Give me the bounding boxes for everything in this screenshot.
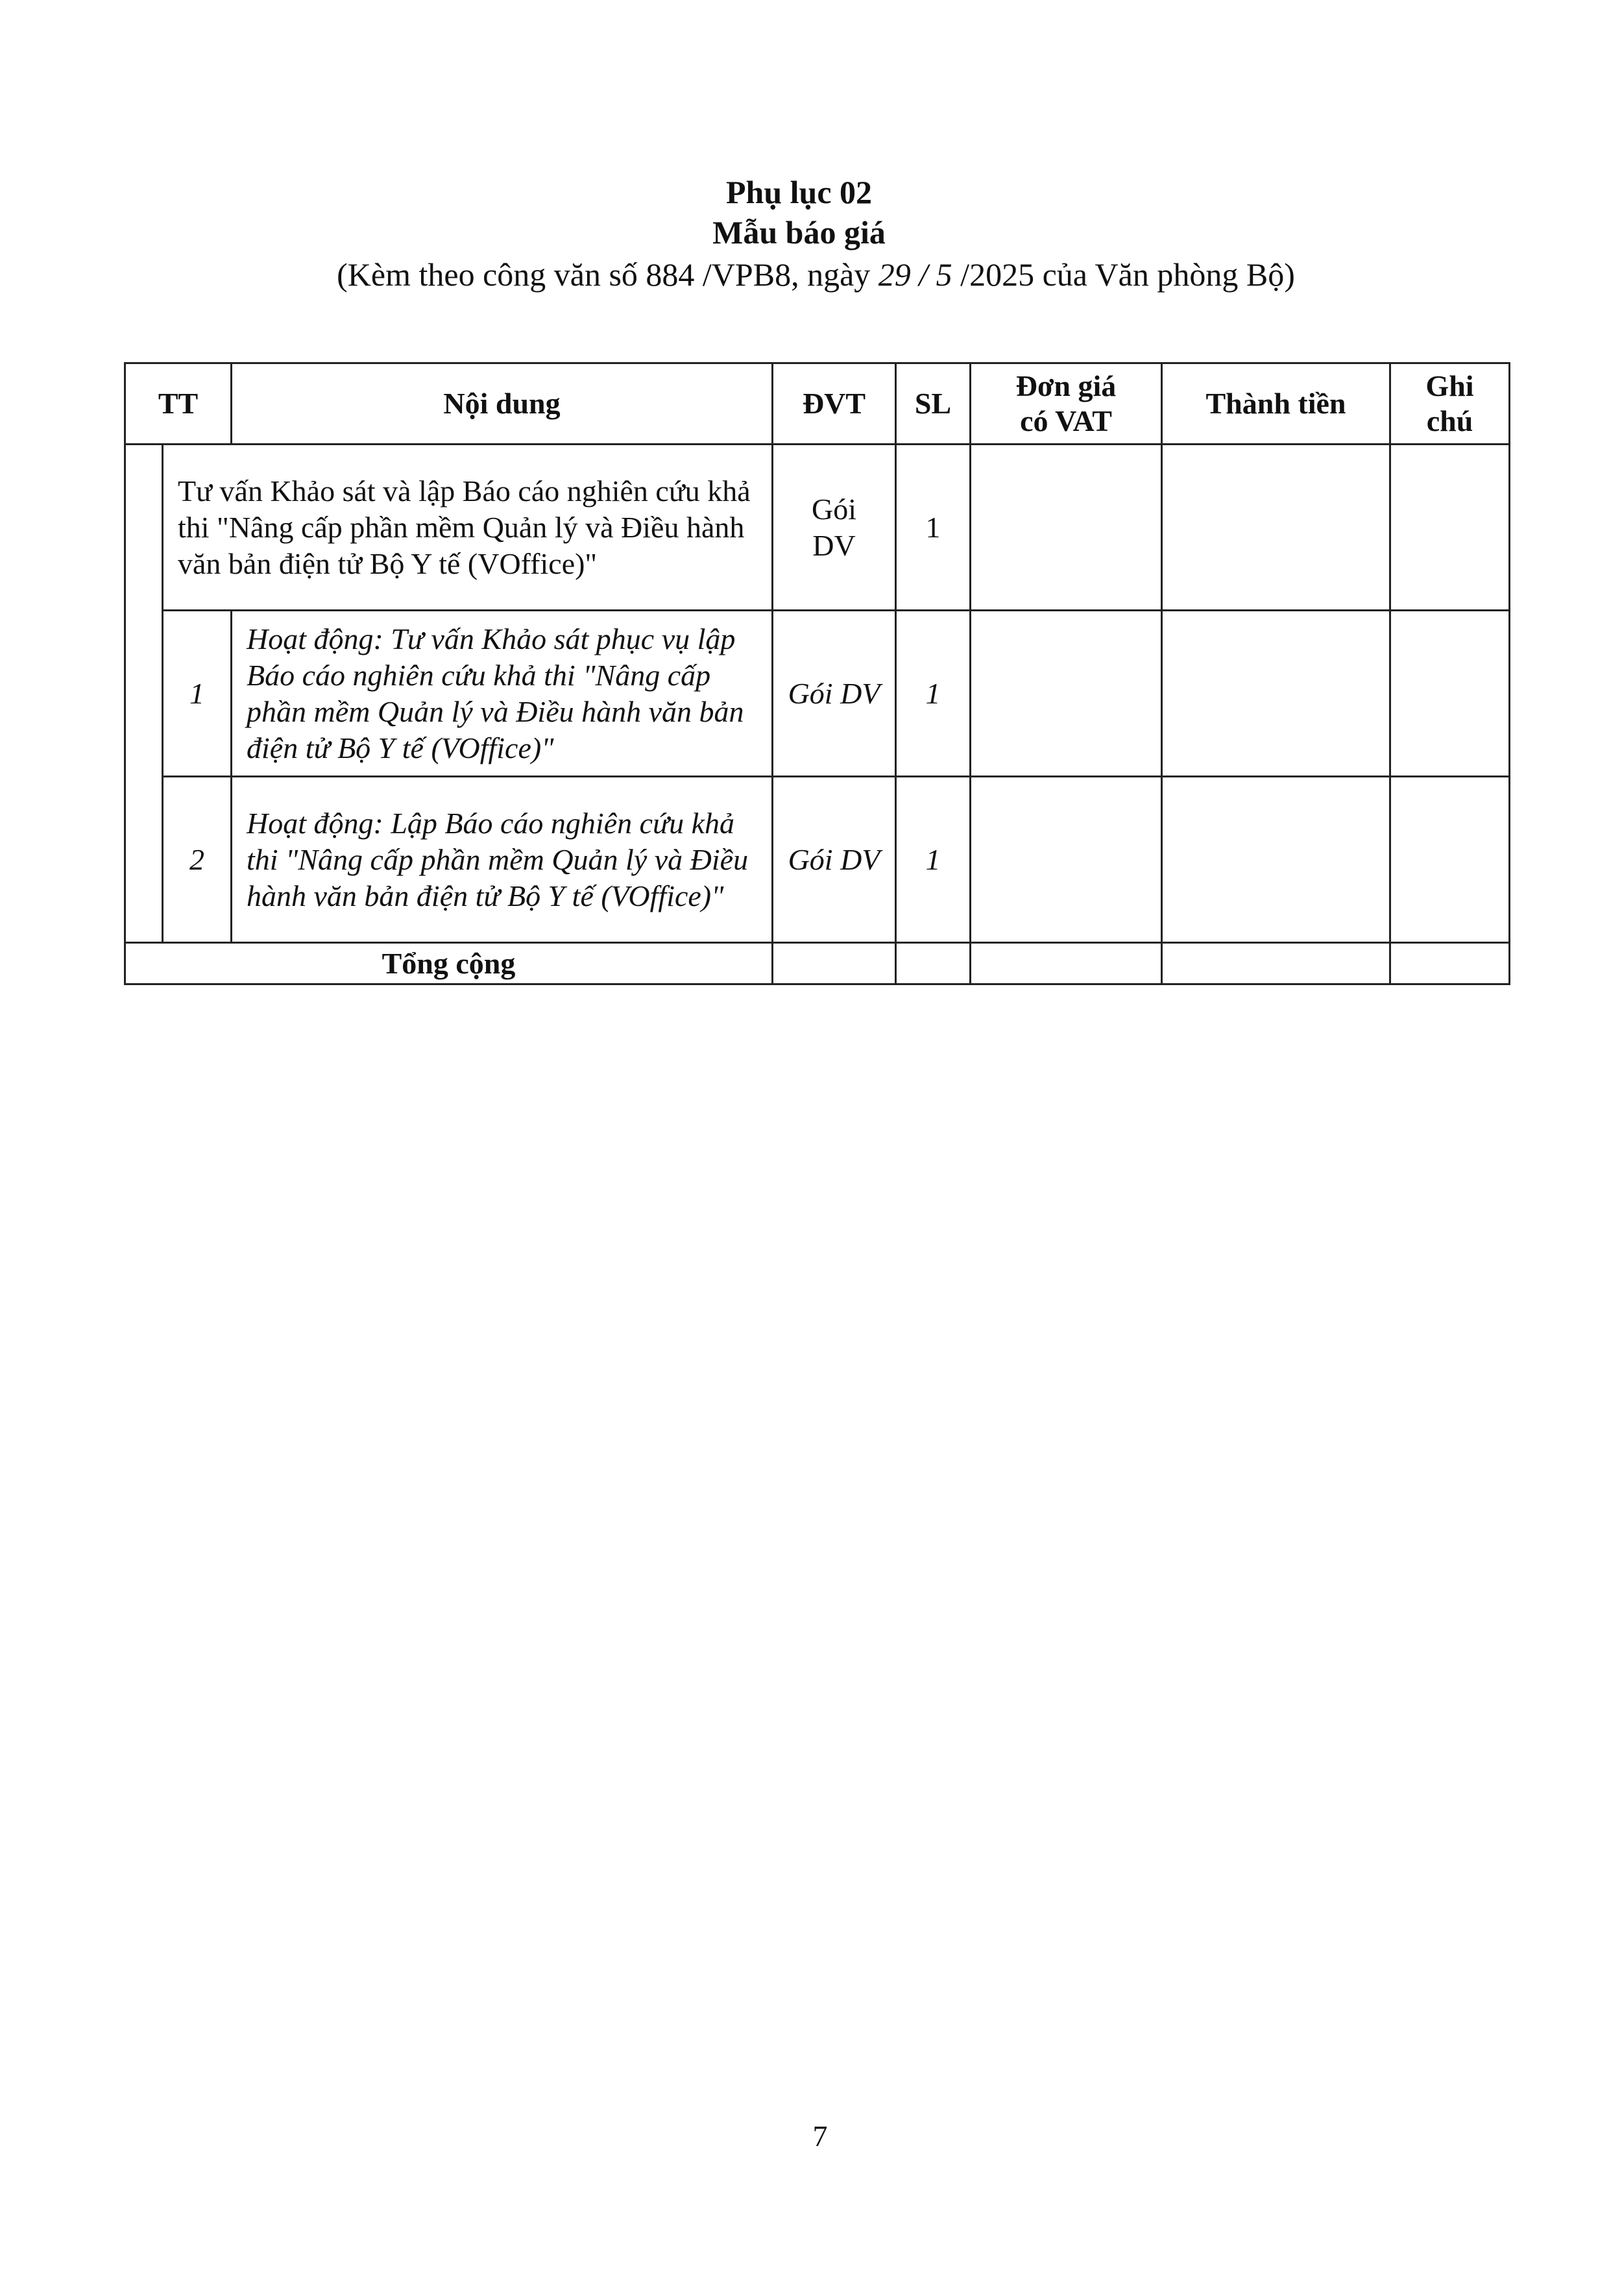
sub-row-1-tt: 1: [163, 611, 232, 777]
main-unit-cell: [773, 445, 896, 611]
table-header-row: [125, 363, 1510, 445]
reference-day: 29: [878, 256, 911, 293]
sub-row-2-amount-cell: [1162, 777, 1390, 943]
header-note: [1390, 363, 1510, 445]
total-qty-cell: [896, 943, 971, 984]
form-title: Mẫu báo giá: [712, 214, 886, 250]
sub-row-2-content-cell: [232, 777, 773, 943]
header-content: Nội dung: [232, 363, 773, 445]
sub-row-2-note-cell: [1390, 777, 1510, 943]
appendix-title: Phụ lục 02: [725, 174, 873, 210]
header-unit: ĐVT: [773, 363, 896, 445]
sub-row-1-note-cell: [1390, 611, 1510, 777]
total-label: Tổng cộng: [125, 943, 773, 984]
header-note-line1: Ghi: [1425, 369, 1474, 402]
main-unit-line2: DV: [812, 528, 856, 562]
reference-month: 5: [936, 256, 952, 293]
sub-row-2-qty: 1: [896, 777, 971, 943]
sub-row-1-unit: Gói DV: [773, 611, 896, 777]
total-note-cell: [1390, 943, 1510, 984]
main-amount-cell: [1162, 445, 1390, 611]
table-row-main: [125, 445, 1510, 611]
sub-row-1-content-cell: [232, 611, 773, 777]
sub-row-1-content: Hoạt động: Tư vấn Khảo sát phục vụ lập Báo cáo nghiên cứu khả thi "Nâng cấp phần mềm Quản lý và Điều hành văn bản điện tử Bộ Y tế (VOffice)": [247, 622, 744, 764]
header-price-line2: có VAT: [1020, 404, 1112, 437]
reference-separator: /: [910, 256, 936, 293]
total-price-cell: [971, 943, 1162, 984]
reference-line: [0, 254, 1598, 295]
main-note-cell: [1390, 445, 1510, 611]
main-content: Tư vấn Khảo sát và lập Báo cáo nghiên cứu khả thi "Nâng cấp phần mềm Quản lý và Điều hành văn bản điện tử Bộ Y tế (VOffice)": [178, 474, 751, 580]
reference-suffix: /2025 của Văn phòng Bộ): [952, 256, 1295, 293]
reference-prefix: (Kèm theo công văn số 884 /VPB8, ngày: [337, 256, 878, 293]
quote-table: [124, 362, 1510, 985]
header-price-line1: Đơn giá: [1015, 369, 1117, 402]
total-amount-cell: [1162, 943, 1390, 984]
sub-row-2-unit: Gói DV: [773, 777, 896, 943]
header-note-line2: chú: [1426, 404, 1473, 437]
main-qty: 1: [896, 445, 971, 611]
total-unit-cell: [773, 943, 896, 984]
sub-row-1-price-cell: [971, 611, 1162, 777]
main-content-cell: [163, 445, 773, 611]
sub-row-1-amount-cell: [1162, 611, 1390, 777]
table-row: [125, 777, 1510, 943]
header-price: [971, 363, 1162, 445]
title-block: [0, 172, 1598, 252]
table-row: [125, 611, 1510, 777]
main-unit-line1: Gói: [812, 492, 856, 526]
table-row-total: [125, 943, 1510, 984]
sub-row-2-content: Hoạt động: Lập Báo cáo nghiên cứu khả thi "Nâng cấp phần mềm Quản lý và Điều hành văn bản điện tử Bộ Y tế (VOffice)": [247, 806, 749, 912]
header-amount: Thành tiền: [1162, 363, 1390, 445]
header-qty: SL: [896, 363, 971, 445]
header-tt: TT: [125, 363, 232, 445]
sub-row-1-qty: 1: [896, 611, 971, 777]
sub-row-2-tt: 2: [163, 777, 232, 943]
page-number: 7: [812, 2119, 828, 2153]
group-margin-cell: [125, 445, 163, 943]
sub-row-2-price-cell: [971, 777, 1162, 943]
main-price-cell: [971, 445, 1162, 611]
